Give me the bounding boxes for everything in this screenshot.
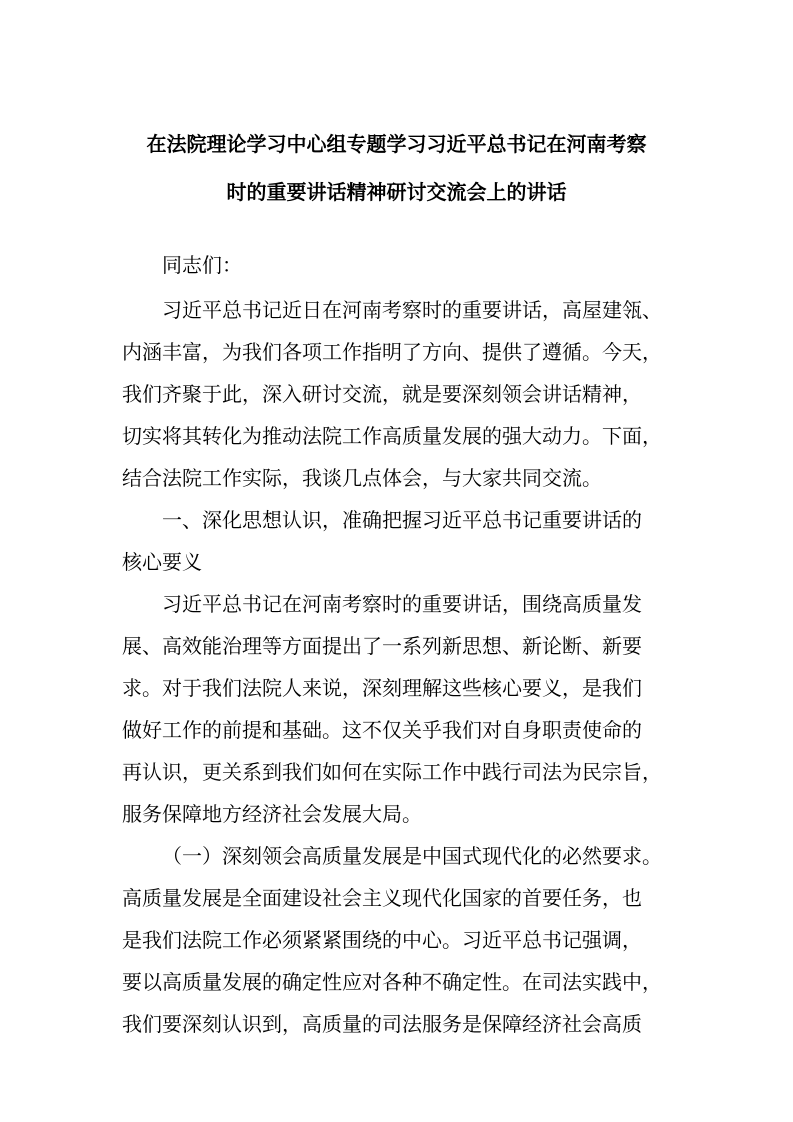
section-heading-line: 核心要义 xyxy=(122,550,202,574)
salutation: 同志们： xyxy=(162,253,242,277)
paragraph-line: 高质量发展是全面建设社会主义现代化国家的首要任务，也 xyxy=(122,886,642,910)
paragraph-line: 求。对于我们法院人来说，深刻理解这些核心要义，是我们 xyxy=(122,676,642,700)
paragraph-line: 要以高质量发展的确定性应对各种不确定性。在司法实践中， xyxy=(122,970,662,994)
paragraph-line: 结合法院工作实际，我谈几点体会，与大家共同交流。 xyxy=(122,466,602,490)
paragraph-line: 做好工作的前提和基础。这不仅关乎我们对自身职责使命的 xyxy=(122,718,642,742)
paragraph-line: 习近平总书记近日在河南考察时的重要讲话，高屋建瓴、 xyxy=(162,298,662,322)
paragraph-line: 习近平总书记在河南考察时的重要讲话，围绕高质量发 xyxy=(162,592,642,616)
paragraph-line: 展、高效能治理等方面提出了一系列新思想、新论断、新要 xyxy=(122,634,642,658)
paragraph-line: 内涵丰富，为我们各项工作指明了方向、提供了遵循。今天， xyxy=(122,340,662,364)
subsection-heading-line: （一）深刻领会高质量发展是中国式现代化的必然要求。 xyxy=(162,844,662,868)
document-title-line-1: 在法院理论学习中心组专题学习习近平总书记在河南考察 xyxy=(146,132,647,156)
paragraph-line: 我们齐聚于此，深入研讨交流，就是要深刻领会讲话精神， xyxy=(122,382,642,406)
paragraph-line: 服务保障地方经济社会发展大局。 xyxy=(122,802,422,826)
paragraph-line: 再认识，更关系到我们如何在实际工作中践行司法为民宗旨， xyxy=(122,760,662,784)
paragraph-line: 是我们法院工作必须紧紧围绕的中心。习近平总书记强调， xyxy=(122,928,642,952)
document-title-line-2: 时的重要讲话精神研讨交流会上的讲话 xyxy=(226,180,567,204)
paragraph-line: 切实将其转化为推动法院工作高质量发展的强大动力。下面， xyxy=(122,424,662,448)
section-heading-line: 一、深化思想认识，准确把握习近平总书记重要讲话的 xyxy=(162,508,642,532)
paragraph-line: 我们要深刻认识到，高质量的司法服务是保障经济社会高质 xyxy=(122,1012,642,1036)
